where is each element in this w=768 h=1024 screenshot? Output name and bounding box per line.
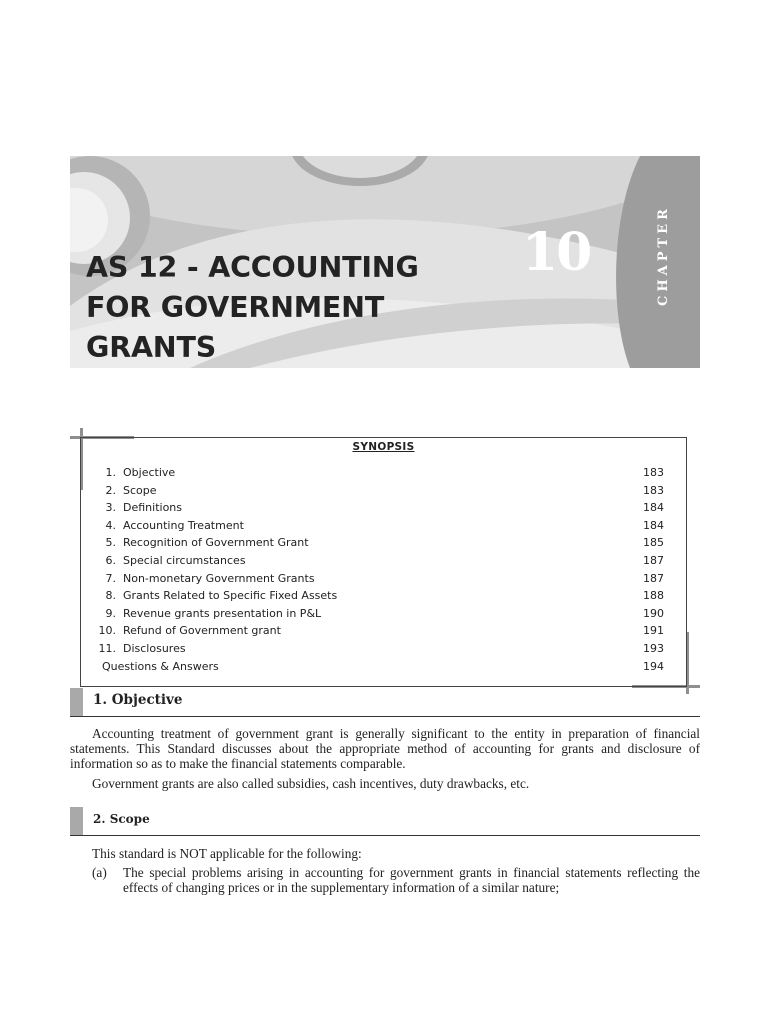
synopsis-item [81,534,686,552]
synopsis-heading: SYNOPSIS [352,441,415,453]
synopsis-item-page: 183 [643,466,664,479]
synopsis-item-number: 11. [98,641,116,655]
synopsis-list [81,464,686,675]
synopsis-item-page: 188 [643,589,664,603]
section-heading-scope [70,807,700,836]
synopsis-item-page: 187 [643,553,664,567]
synopsis-item-number: 8. [105,589,116,603]
chapter-title [86,248,419,368]
synopsis-item-number: 3. [105,501,116,515]
synopsis-item-number: 2. [105,483,116,497]
synopsis-item-page: 184 [643,501,664,515]
synopsis-item-number: 10. [98,624,116,638]
synopsis-item-title: Objective [123,466,176,479]
chapter-title-line: GRANTS [86,331,217,364]
synopsis-item-title: Special circumstances [123,553,246,567]
section-title: 1. Objective [93,692,183,708]
chapter-banner [70,156,700,368]
synopsis-item-title: Recognition of Government Grant [123,536,309,550]
objective-paragraph: Government grants are also called subsidies, cash incentives, duty drawbacks, etc. [92,776,530,791]
synopsis-item-page: 185 [643,536,664,550]
synopsis-item-number: 5. [105,536,116,550]
synopsis-item [81,482,686,500]
chapter-title-line: AS 12 - ACCOUNTING [86,251,419,284]
scope-item-text: The special problems arising in accounting for government grants in financial statements reflecting the effects of changing prices or in the supplementary information of a similar nature; [123,865,700,895]
synopsis-box [80,437,687,687]
section-heading-objective [70,688,700,717]
synopsis-item-title: Accounting Treatment [123,518,244,532]
synopsis-item-title: Grants Related to Specific Fixed Assets [123,589,338,603]
chapter-title-line: FOR GOVERNMENT [86,291,385,324]
synopsis-item-title: Refund of Government grant [123,624,281,638]
synopsis-item-title: Questions & Answers [102,659,219,673]
synopsis-item-number: 4. [105,518,116,532]
synopsis-item-title: Revenue grants presentation in P&L [123,606,322,620]
synopsis-item-page: 183 [643,483,664,497]
synopsis-item-title: Disclosures [123,641,186,655]
scope-item-label: (a) [92,865,107,880]
synopsis-item [81,499,686,517]
synopsis-item-number: 1. [105,466,116,479]
synopsis-item [81,658,686,676]
section-marker [70,807,83,835]
synopsis-item [81,517,686,535]
synopsis-item-page: 191 [643,624,664,638]
chapter-label: CHAPTER [656,205,671,306]
synopsis-item-number: 6. [105,553,116,567]
synopsis-item [81,464,686,482]
synopsis-item-page: 194 [643,659,664,673]
synopsis-item-title: Definitions [123,501,182,515]
synopsis-item-title: Non-monetary Government Grants [123,571,315,585]
synopsis-item [81,552,686,570]
synopsis-item-page: 187 [643,571,664,585]
synopsis-item [81,640,686,658]
synopsis-item-page: 193 [643,641,664,655]
section-title: 2. Scope [93,812,150,826]
synopsis-item-number: 7. [105,571,116,585]
synopsis-item-page: 190 [643,606,664,620]
synopsis-item-page: 184 [643,518,664,532]
synopsis-item [81,570,686,588]
objective-paragraph: Accounting treatment of government grant is generally significant to the entity in preparation of financial statements. This Standard discusses about the appropriate method of accounting for grants and disclosure of information so as to make the financial statements comparable. [70,726,700,771]
chapter-number: 10 [522,222,591,283]
synopsis-item [81,605,686,623]
scope-intro: This standard is NOT applicable for the following: [92,846,362,861]
synopsis-item-title: Scope [123,483,157,497]
synopsis-item [81,622,686,640]
synopsis-item [81,587,686,605]
section-marker [70,688,83,716]
synopsis-item-number: 9. [105,606,116,620]
